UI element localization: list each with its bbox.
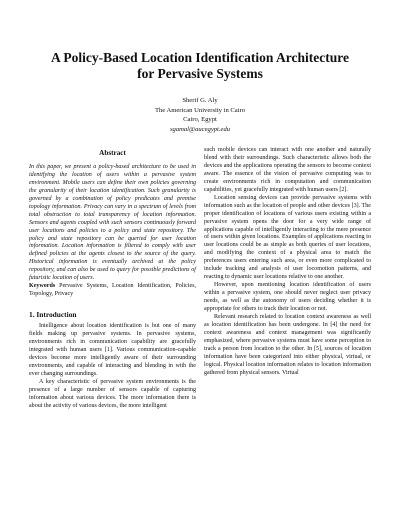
paragraph: A key characteristic of pervasive system environments is the presence of a large number of sensors capable of capturing information about various devices. The more information there is about the activity of various devices, the more intelligent xyxy=(29,378,196,409)
paragraph: such mobile devices can interact with one another and naturally blend with their surroundings. Such characteristic allows both the devices and the applications operating the sensors to become context aware. The essence of the vision of pervasive computing was to create environments rich in computation and communication capabilities, yet gracefully integrated with human users [2]. xyxy=(204,147,371,193)
right-column xyxy=(204,147,371,378)
title-line: A Policy-Based Location Identification Architecture xyxy=(51,50,349,65)
section-heading-introduction: 1. Introduction xyxy=(29,310,77,320)
keywords-label: Keywords xyxy=(29,283,56,290)
paragraph: Intelligence about location identification is but one of many fields making up pervasive systems. In pervasive systems, environments rich in communication capability are gracefully integrated with human users [1]. Various communication-capable devices become more intelligently aware of their surrounding environments, and capable of interacting and blending in with the ever changing surroundings. xyxy=(29,323,196,377)
paragraph: However, upon mentioning location identification of users within a pervasive system, one should never neglect user privacy needs, as well as the autonomy of users deciding whether it is appropriate for others to track their location or not. xyxy=(204,282,371,313)
author-name: Sherif G. Aly xyxy=(182,97,218,104)
title-line: for Pervasive Systems xyxy=(137,66,263,81)
paragraph: Relevant research related to location context awareness as well as location identification has been undergone. In [4] the need for context awareness and context management was significantly emphasized, where pervasive systems must have some perception to track a person from location to the other. In [5], sources of location information have been categorized into either physical, virtual, or logical. Physical location information relates to location information gathered from physical sensors. Virtual xyxy=(204,314,371,376)
author-affiliation: The American University in Cairo xyxy=(154,106,246,114)
keywords xyxy=(29,283,196,299)
paper-title xyxy=(20,50,380,82)
left-column xyxy=(29,150,196,411)
keywords-text: Pervasive Systems, Location Identification, Policies, Topology, Privacy xyxy=(29,283,196,298)
author-email: sgamal@aucegypt.edu xyxy=(169,125,231,133)
paragraph: Location sensing devices can provide pervasive systems with information such as the location of people and other devices [3]. The proper identification of locations of various users existing within a pervasive system opens the door for a very wide range of applications capable of intelligently interacting to the mere presence of users within given locations. Examples of applications reacting to user locations could be as simple as both queries of user locations, and modifying the context of a physical area to match the preferences users entering such area, or even more complicated to include tracking and analysis of user locomotion patterns, and reacting to dynamic user locations relative to one another. xyxy=(204,194,371,281)
abstract-heading: Abstract xyxy=(99,149,126,157)
abstract-text: In this paper, we present a policy-based architecture to be used in identifying the location of users within a pervasive system environment. Mobile users can define their own policies governing the granularity of their location identification. Such granularity is governed by a combination of policy predicates and premise topology information. Privacy can vary in a spectrum of levels from total obstruction to total transparency of location information. Sensors and agents coupled with such sensors continuously forward user locations and policies to a policy and state repository. The policy and state repository can be queried for user location information. Location information is filtered to comply with user defined policies at the agents closest to the source of the query. Historical information is eventually archived at the policy repository, and can also be used to query for possible predictions of futuristic location of users. xyxy=(29,163,196,282)
author-block xyxy=(100,96,300,134)
author-city: Cairo, Egypt xyxy=(183,116,217,124)
